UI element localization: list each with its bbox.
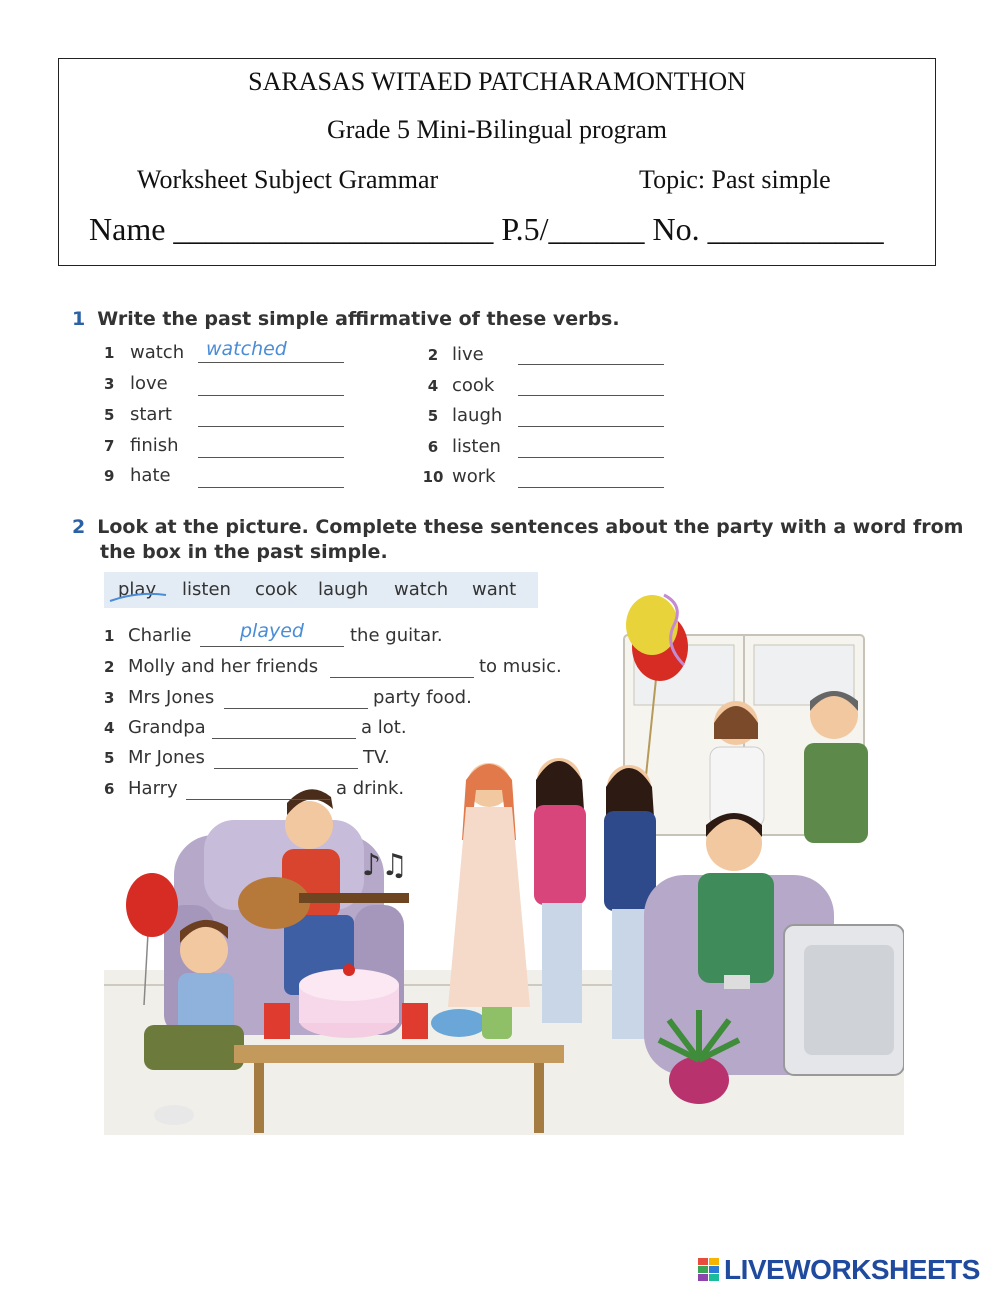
filled-answer: watched (206, 338, 287, 360)
tv-icon (784, 925, 904, 1075)
word-box-item: want (472, 579, 517, 600)
sentence-6: 6 Harry (104, 778, 178, 799)
word-box-item: play (118, 579, 157, 600)
mum-figure (710, 701, 764, 827)
verb-item: 6 listen (427, 436, 501, 457)
liveworksheets-brand[interactable]: LIVEWORKSHEETS (724, 1254, 980, 1285)
word-box-item: listen (182, 579, 231, 600)
music-note-icon: ♪♫ (362, 848, 409, 883)
answer-blank[interactable] (518, 404, 664, 427)
sentence-3-end: party food. (373, 687, 472, 708)
topic-label: Topic: Past simple (639, 165, 831, 194)
answer-blank[interactable] (518, 465, 664, 488)
exercise-1-title (72, 308, 620, 330)
sentence-4-end: a lot. (361, 717, 407, 738)
word-box-item: cook (255, 579, 298, 600)
verb-item: 1 watch (104, 342, 185, 363)
answer-blank[interactable] (214, 746, 358, 769)
verb-item: 7 finish (104, 435, 179, 456)
liveworksheets-logo-icon (698, 1258, 720, 1282)
answer-blank[interactable] (198, 404, 344, 427)
answer-blank[interactable] (198, 435, 344, 458)
sentence-2-end: to music. (479, 656, 562, 677)
verb-item: 5 laugh (427, 405, 503, 426)
sentence-6-end: a drink. (336, 778, 405, 799)
exercise-1-instruction: Write the past simple affirmative of these verbs. (97, 308, 620, 330)
sentence-5-end: TV. (363, 747, 390, 768)
exercise-2-title (72, 516, 963, 538)
answer-blank[interactable] (518, 435, 664, 458)
sentence-4: 4 Grandpa (104, 717, 206, 738)
verb-item: 3 love (104, 373, 168, 394)
grade-program: Grade 5 Mini-Bilingual program (326, 115, 668, 144)
subject-label: Worksheet Subject Grammar (137, 165, 439, 194)
remote-icon (724, 975, 750, 989)
verb-item: 5 start (104, 404, 172, 425)
verb-item: 10 work (422, 466, 496, 487)
word-box-item: watch (394, 579, 449, 600)
answer-blank[interactable] (198, 373, 344, 396)
sentence-3: 3 Mrs Jones (104, 687, 215, 708)
sentence-1: 1 Charlie (104, 625, 192, 646)
answer-blank[interactable] (212, 716, 356, 739)
verb-item: 4 cook (427, 375, 495, 396)
answer-blank[interactable] (224, 686, 368, 709)
answer-blank[interactable] (330, 655, 474, 678)
filled-answer: played (240, 620, 304, 642)
verb-item: 9 hate (104, 465, 171, 486)
word-box-item: laugh (318, 579, 369, 600)
exercise-2-number: 2 (72, 516, 86, 538)
name-line: Name ____________________ P.5/______ No. ___________ (89, 211, 884, 247)
answer-blank[interactable] (186, 777, 330, 800)
answer-blank[interactable] (518, 342, 664, 365)
answer-blank[interactable] (198, 465, 344, 488)
exercise-2-instruction-line1: Look at the picture. Complete these sentences about the party with a word from (97, 516, 964, 538)
school-name: SARASAS WITAED PATCHARAMONTHON (248, 67, 746, 96)
verb-item: 2 live (427, 344, 484, 365)
answer-blank[interactable] (518, 373, 664, 396)
sentence-5: 5 Mr Jones (104, 747, 205, 768)
sentence-1-end: the guitar. (350, 625, 443, 646)
strike-mark (108, 591, 168, 605)
sentence-2: 2 Molly and her friends (104, 656, 319, 677)
exercise-1-number: 1 (72, 308, 86, 330)
worksheet-header (58, 58, 936, 266)
exercise-2-instruction-line2: the box in the past simple. (100, 541, 388, 563)
